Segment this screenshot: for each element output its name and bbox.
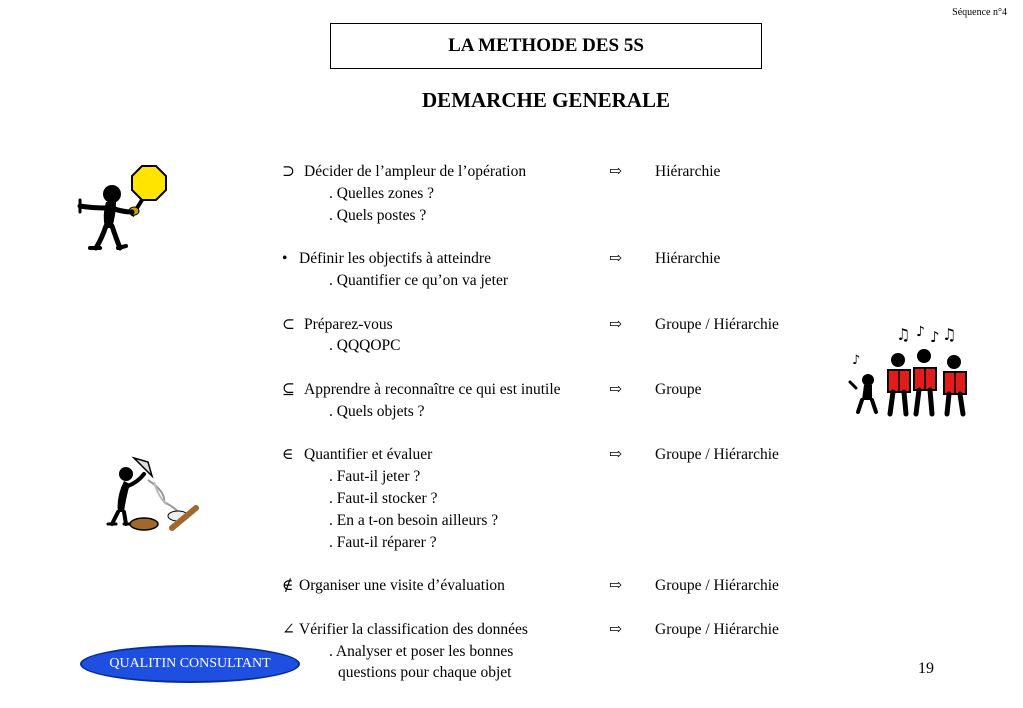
arrow-icon: ⇨ xyxy=(609,446,622,464)
step-bullet: ∠ xyxy=(282,620,295,638)
step-sub-item: . Quantifier ce qu’on va jeter xyxy=(329,271,509,289)
step-owner: Groupe xyxy=(655,380,702,398)
step-text: Organiser une visite d’évaluation xyxy=(299,577,505,595)
step-sub-item: . En a t-on besoin ailleurs ? xyxy=(329,511,499,529)
step-sub-item: . QQQOPC xyxy=(329,337,401,355)
step-bullet: ⊆ xyxy=(282,380,295,398)
svg-text:♪: ♪ xyxy=(930,328,940,346)
step-5 xyxy=(282,444,842,466)
step-owner: Groupe / Hiérarchie xyxy=(655,446,779,464)
step-bullet: • xyxy=(282,250,288,268)
step-3 xyxy=(282,314,842,336)
step-6 xyxy=(282,575,842,597)
step-4 xyxy=(282,379,842,401)
arrow-icon: ⇨ xyxy=(609,620,622,638)
arrow-icon: ⇨ xyxy=(609,250,622,268)
step-sub-item: . Quels postes ? xyxy=(329,206,427,224)
stop-sign-figure-icon xyxy=(72,160,172,255)
step-sub-item: . Quelles zones ? xyxy=(329,184,435,202)
step-bullet: ⊃ xyxy=(282,163,295,180)
step-owner: Hiérarchie xyxy=(655,250,721,268)
step-text: Quantifier et évaluer xyxy=(304,446,433,464)
step-owner: Groupe / Hiérarchie xyxy=(655,620,779,638)
step-text: Décider de l’ampleur de l’opération xyxy=(304,163,527,180)
singers-figure-icon xyxy=(848,322,978,422)
page-title: LA METHODE DES 5S xyxy=(330,23,762,69)
step-7 xyxy=(282,619,842,641)
step-sub-item: . Analyser et poser les bonnes xyxy=(329,642,514,660)
svg-text:♪: ♪ xyxy=(916,324,925,340)
step-bullet: ∉ xyxy=(282,577,294,595)
page-number: 19 xyxy=(918,660,934,677)
arrow-icon: ⇨ xyxy=(609,380,622,398)
step-text: Apprendre à reconnaître ce qui est inutile xyxy=(304,380,561,398)
step-1 xyxy=(282,161,842,183)
step-sub-item: . Faut-il jeter ? xyxy=(329,468,421,486)
company-logo: QUALITIN CONSULTANT xyxy=(80,645,300,683)
steps-list xyxy=(282,161,842,684)
step-sub-item-continued: questions pour chaque objet xyxy=(338,664,512,682)
svg-text:♫: ♫ xyxy=(896,325,911,344)
page-subtitle: DEMARCHE GENERALE xyxy=(422,88,670,112)
step-owner: Groupe / Hiérarchie xyxy=(655,577,779,595)
arrow-icon: ⇨ xyxy=(609,315,622,333)
step-owner: Hiérarchie xyxy=(655,163,721,180)
step-sub-item: . Quels objets ? xyxy=(329,402,425,420)
svg-text:♫: ♫ xyxy=(942,325,957,344)
step-2 xyxy=(282,248,842,270)
step-sub-item: . Faut-il stocker ? xyxy=(329,489,438,507)
arrow-icon: ⇨ xyxy=(609,163,622,180)
hourglass-figure-icon xyxy=(104,452,204,537)
step-sub-item: . Faut-il réparer ? xyxy=(329,533,437,551)
arrow-icon: ⇨ xyxy=(609,577,622,595)
step-text: Préparez-vous xyxy=(304,315,393,333)
step-text: Vérifier la classification des données xyxy=(299,620,528,638)
step-bullet: ⊂ xyxy=(282,315,295,333)
sequence-label: Séquence n°4 xyxy=(952,7,1007,18)
svg-text:♪: ♪ xyxy=(852,353,861,368)
step-text: Définir les objectifs à atteindre xyxy=(299,250,491,268)
step-bullet: ∈ xyxy=(282,446,294,464)
step-owner: Groupe / Hiérarchie xyxy=(655,315,779,333)
